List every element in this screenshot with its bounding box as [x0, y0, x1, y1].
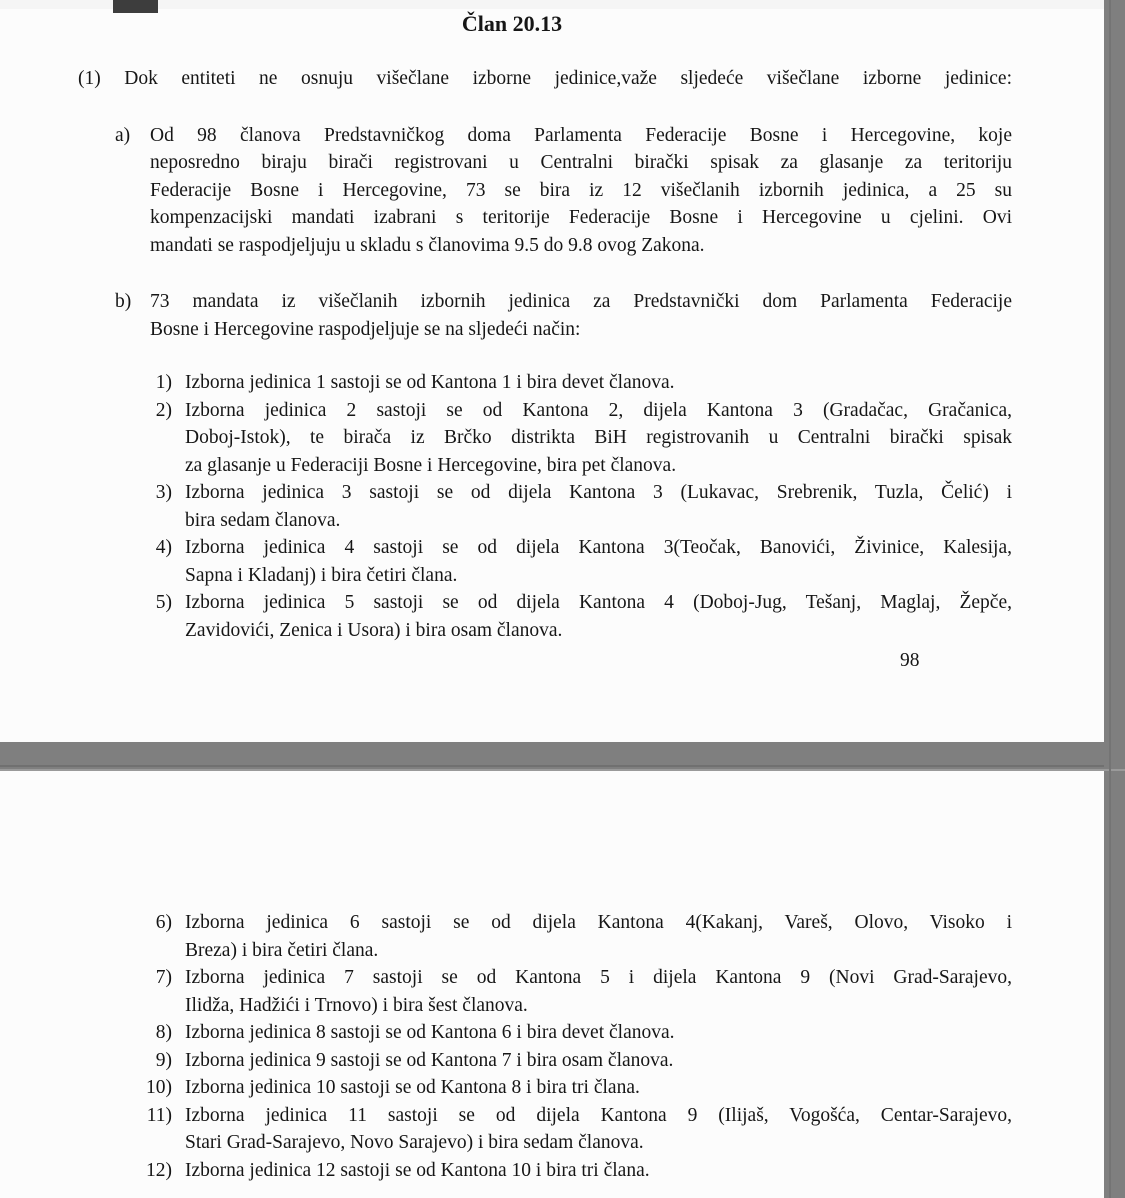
- text-line: Izborna jedinica 12 sastoji se od Kantona 10 i bira tri člana.: [185, 1159, 650, 1181]
- item-text: [185, 1047, 1012, 1075]
- list-item: [124, 369, 1012, 397]
- text-line: 73 mandata iz višečlanih izbornih jedinica za Predstavnički dom Parlamenta Federacije: [150, 291, 1012, 312]
- list-item: [124, 1074, 1012, 1102]
- text-line: za glasanje u Federaciji Bosne i Hercegovine, bira pet članova.: [185, 454, 677, 476]
- item-b-label: b): [115, 291, 132, 312]
- item-number: 3): [155, 482, 172, 503]
- text-line: bira sedam članova.: [185, 509, 341, 531]
- list-item: [124, 1019, 1012, 1047]
- text-line: Izborna jedinica 4 sastoji se od dijela Kantona 3(Teočak, Banovići, Živinice, Kalesija,: [185, 537, 1012, 558]
- article-title: Član 20.13: [461, 11, 563, 36]
- numbered-list-page-2: [124, 909, 1012, 1184]
- text-line: Izborna jedinica 11 sastoji se od dijela Kantona 9 (Ilijaš, Vogošća, Centar-Sarajevo,: [185, 1104, 1012, 1126]
- text-line: Bosne i Hercegovine raspodjeljuje se na sljedeći način:: [150, 318, 581, 340]
- item-text: [185, 369, 1012, 397]
- item-text: [185, 1074, 1012, 1102]
- text-line: Breza) i bira četiri člana.: [185, 939, 379, 961]
- text-line: Izborna jedinica 8 sastoji se od Kantona 6 i bira devet članova.: [185, 1022, 675, 1043]
- item-b: [115, 288, 1012, 343]
- item-number: 1): [155, 372, 172, 393]
- text-line: Stari Grad-Sarajevo, Novo Sarajevo) i bira sedam članova.: [185, 1132, 644, 1153]
- text-line: Izborna jedinica 9 sastoji se od Kantona 7 i bira osam članova.: [185, 1049, 674, 1071]
- list-item: [124, 589, 1012, 644]
- text-line: mandati se raspodjeljuju u skladu s članovima 9.5 do 9.8 ovog Zakona.: [150, 234, 705, 256]
- item-text: [185, 479, 1012, 534]
- list-item: [124, 1047, 1012, 1075]
- item-number: 11): [146, 1104, 172, 1126]
- item-text: [185, 397, 1012, 480]
- text-line: Od 98 članova Predstavničkog doma Parlamenta Federacije Bosne i Hercegovine, koje: [150, 124, 1012, 146]
- scan-artifact: [113, 0, 158, 13]
- item-text: [185, 964, 1012, 1019]
- text-line: kompenzacijski mandati izabrani s teritorije Federacije Bosne i Hercegovine u cjelini. Ovi: [150, 207, 1012, 228]
- paragraph-1: (1) Dok entiteti ne osnuju višečlane izborne jedinice,važe sljedeće višečlane izborne jedinice:: [78, 68, 1012, 89]
- text-line: neposredno biraju birači registrovani u Centralni birački spisak za glasanje za teritoriju: [150, 152, 1012, 173]
- text-line: Izborna jedinica 7 sastoji se od Kantona 5 i dijela Kantona 9 (Novi Grad-Sarajevo,: [185, 967, 1012, 988]
- item-b-text: [150, 288, 1012, 343]
- item-text: [185, 1019, 1012, 1047]
- item-number: 8): [155, 1022, 172, 1043]
- list-item: [124, 479, 1012, 534]
- page-number: 98: [900, 650, 920, 671]
- item-number: 10): [146, 1077, 172, 1098]
- text-line: Izborna jedinica 1 sastoji se od Kantona 1 i bira devet članova.: [185, 372, 675, 393]
- list-item: [124, 397, 1012, 480]
- item-a-text: [150, 122, 1012, 260]
- item-number: 6): [155, 912, 172, 933]
- list-item: [124, 1102, 1012, 1157]
- item-text: [185, 589, 1012, 644]
- numbered-list-page-1: [124, 369, 1012, 644]
- text-line: Ilidža, Hadžići i Trnovo) i bira šest članova.: [185, 994, 528, 1016]
- item-number: 7): [155, 967, 172, 988]
- viewer-background-strip: [1109, 0, 1111, 1198]
- text-line: Izborna jedinica 3 sastoji se od dijela Kantona 3 (Lukavac, Srebrenik, Tuzla, Čelić) i: [185, 482, 1012, 503]
- text-line: Izborna jedinica 6 sastoji se od dijela Kantona 4(Kakanj, Vareš, Olovo, Visoko i: [185, 912, 1012, 933]
- text-line: Sapna i Kladanj) i bira četiri člana.: [185, 564, 458, 586]
- item-number: 12): [146, 1159, 172, 1181]
- item-number: 4): [155, 537, 172, 558]
- item-number: 5): [155, 592, 172, 613]
- item-text: [185, 909, 1012, 964]
- list-item: [124, 1157, 1012, 1185]
- text-line: Izborna jedinica 10 sastoji se od Kantona 8 i bira tri člana.: [185, 1077, 640, 1098]
- list-item: [124, 909, 1012, 964]
- text-line: Zavidovići, Zenica i Usora) i bira osam članova.: [185, 619, 563, 641]
- item-number: 2): [155, 399, 172, 421]
- item-text: [185, 1157, 1012, 1185]
- item-text: [185, 1102, 1012, 1157]
- page-separator-shadow: [0, 765, 1104, 767]
- list-item: [124, 534, 1012, 589]
- page-separator: [0, 742, 1125, 771]
- item-a: [115, 122, 1012, 260]
- list-item: [124, 964, 1012, 1019]
- item-text: [185, 534, 1012, 589]
- item-number: 9): [155, 1049, 172, 1071]
- scan-top-band: [0, 0, 1104, 9]
- document-page-2: [0, 771, 1104, 1198]
- text-line: Izborna jedinica 2 sastoji se od Kantona 2, dijela Kantona 3 (Gradačac, Gračanica,: [185, 399, 1012, 421]
- text-line: Izborna jedinica 5 sastoji se od dijela Kantona 4 (Doboj-Jug, Tešanj, Maglaj, Žepče,: [185, 592, 1012, 613]
- text-line: Doboj-Istok), te birača iz Brčko distrikta BiH registrovanih u Centralni birački spisak: [185, 427, 1012, 448]
- item-a-label: a): [115, 124, 131, 146]
- text-line: Federacije Bosne i Hercegovine, 73 se bira iz 12 višečlanih izbornih jedinica, a 25 su: [150, 179, 1012, 201]
